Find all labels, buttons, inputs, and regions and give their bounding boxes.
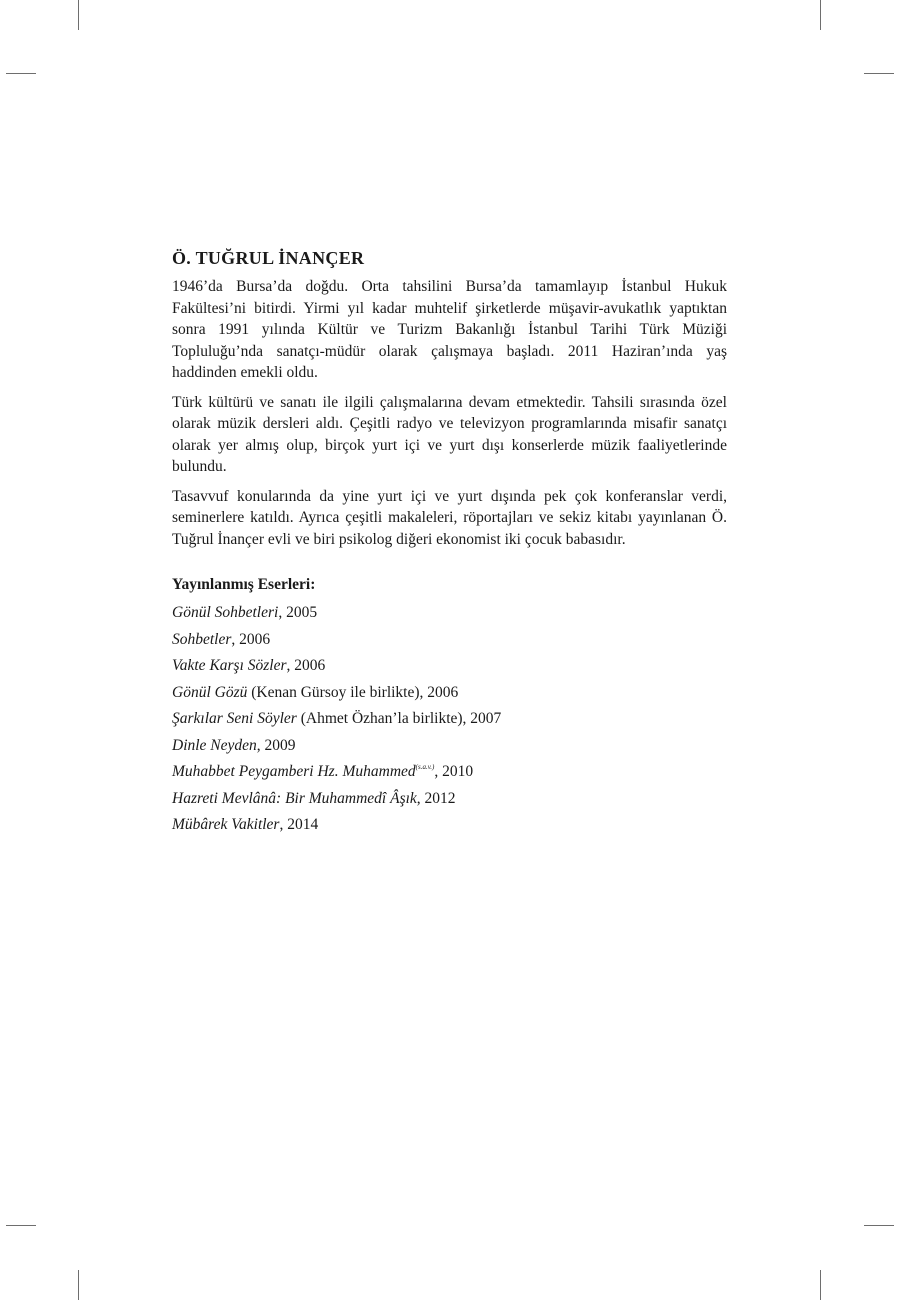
bio-paragraph: Tasavvuf konularında da yine yurt içi ve yurt dışında pek çok konferanslar verdi, seminerlere katıldı. Ayrıca çeşitli makaleleri, röportajları ve sekiz kitabı yayınlanan Ö. Tuğrul İnançer evli ve biri psikolog diğeri ekonomist iki çocuk babasıdır. — [172, 487, 727, 548]
work-year: , 2009 — [256, 736, 296, 754]
work-title: Hazreti Mevlânâ: Bir Muhammedî Âşık — [172, 789, 417, 807]
work-title: Gönül Sohbetleri — [172, 604, 279, 621]
work-year: , 2006 — [286, 657, 326, 674]
list-item — [172, 653, 727, 680]
works-heading: Yayınlanmış Eserleri: — [172, 576, 316, 593]
crop-mark-top-left — [78, 0, 79, 30]
crop-mark-left-bottom — [6, 1225, 36, 1226]
work-note: (Kenan Gürsoy ile birlikte) — [247, 683, 420, 701]
list-item — [172, 600, 727, 627]
work-year: , 2006 — [419, 683, 459, 701]
list-item — [172, 680, 727, 707]
work-year: , 2014 — [279, 816, 319, 833]
work-title: Sohbetler — [172, 630, 232, 648]
list-item — [172, 733, 727, 760]
work-year: , 2007 — [462, 710, 502, 727]
crop-mark-right-top — [864, 73, 894, 74]
list-item — [172, 706, 727, 733]
crop-mark-bottom-left — [78, 1270, 79, 1300]
bio-paragraph: Türk kültürü ve sanatı ile ilgili çalışmalarına devam etmektedir. Tahsili sırasında özel olarak müzik dersleri aldı. Çeşitli radyo ve televizyon programlarında misafir sanatçı olarak yer almış olup, birçok yurt içi ve yurt dışı konserlerde müzik faaliyetlerinde bulundu. — [172, 393, 727, 475]
work-year: , 2012 — [416, 789, 456, 807]
work-note: (Ahmet Özhan’la birlikte) — [296, 710, 463, 727]
work-title: Vakte Karşı Sözler — [172, 657, 287, 674]
page-content — [172, 246, 727, 839]
work-year: , 2006 — [231, 630, 271, 648]
crop-mark-bottom-right — [820, 1270, 821, 1300]
crop-mark-left-top — [6, 73, 36, 74]
work-title: Şarkılar Seni Söyler — [172, 710, 297, 727]
work-title-superscript: (s.a.v.) — [415, 763, 435, 771]
work-year: , 2010 — [434, 763, 474, 780]
list-item — [172, 759, 727, 786]
list-item — [172, 786, 727, 813]
crop-mark-top-right — [820, 0, 821, 30]
list-item — [172, 812, 727, 839]
work-title: Muhabbet Peygamberi Hz. Muhammed — [172, 763, 416, 780]
author-biography — [172, 276, 727, 550]
works-list — [172, 600, 727, 839]
crop-mark-right-bottom — [864, 1225, 894, 1226]
work-year: , 2005 — [278, 604, 318, 621]
work-title: Mübârek Vakitler — [172, 816, 280, 833]
bio-paragraph: 1946’da Bursa’da doğdu. Orta tahsilini Bursa’da tamamlayıp İstanbul Hukuk Fakültesi’ni bitirdi. Yirmi yıl kadar muhtelif şirketlerde müşavir-avukatlık yaptıktan sonra 1991 yılında Kültür ve Turizm Bakanlığı İstanbul Tarihi Türk Müziği Topluluğu’nda sanatçı-müdür olarak çalışmaya başladı. 2011 Haziran’ında yaş haddinden emekli oldu. — [172, 278, 727, 381]
work-title: Gönül Gözü — [172, 683, 248, 701]
list-item — [172, 627, 727, 654]
author-name: Ö. TUĞRUL İNANÇER — [172, 248, 365, 268]
work-title: Dinle Neyden — [172, 736, 257, 754]
